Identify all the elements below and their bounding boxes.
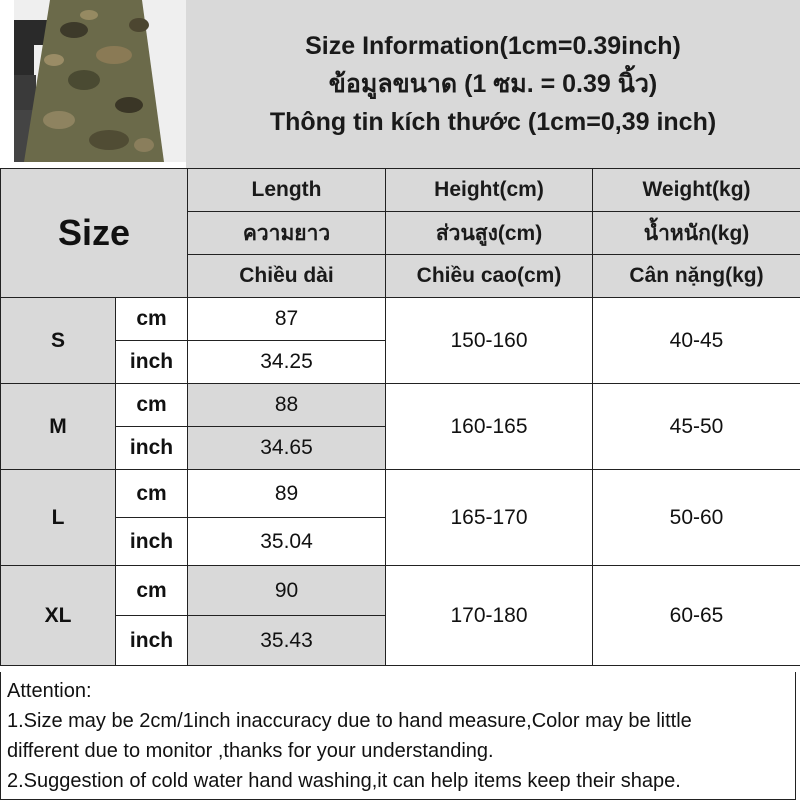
weight-range: 50-60 [593,470,800,566]
length-header-en: Length [188,169,386,212]
title-thai: ข้อมูลขนาด (1 ซม. = 0.39 นิ้ว) [328,70,658,98]
size-table [0,168,800,666]
length-cm: 88 [188,384,386,427]
size-label: XL [1,566,116,666]
size-information-title [186,0,800,168]
height-header-vi: Chiều cao(cm) [386,255,593,298]
table-row [1,470,800,518]
height-range: 150-160 [386,298,593,384]
weight-header-th: น้ำหนัก(kg) [593,212,800,255]
unit-cm: cm [116,384,188,427]
weight-range: 60-65 [593,566,800,666]
attention-title: Attention: [7,680,92,702]
unit-inch: inch [116,518,188,566]
unit-cm: cm [116,566,188,616]
length-inch: 34.25 [188,341,386,384]
length-inch: 35.43 [188,616,386,666]
size-header: Size [1,169,188,298]
product-photo [14,0,187,162]
weight-range: 45-50 [593,384,800,470]
length-cm: 87 [188,298,386,341]
title-vietnamese: Thông tin kích thước (1cm=0,39 inch) [269,108,717,136]
length-cm: 90 [188,566,386,616]
height-header-th: ส่วนสูง(cm) [386,212,593,255]
weight-range: 40-45 [593,298,800,384]
height-header-en: Height(cm) [386,169,593,212]
table-row [1,384,800,427]
unit-cm: cm [116,298,188,341]
table-row [1,566,800,616]
product-photo-image [14,0,186,162]
header [0,0,800,168]
height-range: 170-180 [386,566,593,666]
size-label: L [1,470,116,566]
size-label: M [1,384,116,470]
unit-inch: inch [116,616,188,666]
length-header-th: ความยาว [188,212,386,255]
table-row [1,298,800,341]
size-label: S [1,298,116,384]
length-inch: 35.04 [188,518,386,566]
attention-line-2: different due to monitor ,thanks for your understanding. [7,740,494,762]
weight-header-en: Weight(kg) [593,169,800,212]
length-cm: 89 [188,470,386,518]
weight-header-vi: Cân nặng(kg) [593,255,800,298]
attention-note [0,672,796,800]
height-range: 165-170 [386,470,593,566]
unit-inch: inch [116,341,188,384]
length-inch: 34.65 [188,427,386,470]
length-header-vi: Chiều dài [188,255,386,298]
title-english: Size Information(1cm=0.39inch) [305,32,681,60]
unit-inch: inch [116,427,188,470]
attention-line-3: 2.Suggestion of cold water hand washing,it can help items keep their shape. [7,770,681,792]
unit-cm: cm [116,470,188,518]
height-range: 160-165 [386,384,593,470]
attention-line-1: 1.Size may be 2cm/1inch inaccuracy due to hand measure,Color may be little [7,710,692,732]
